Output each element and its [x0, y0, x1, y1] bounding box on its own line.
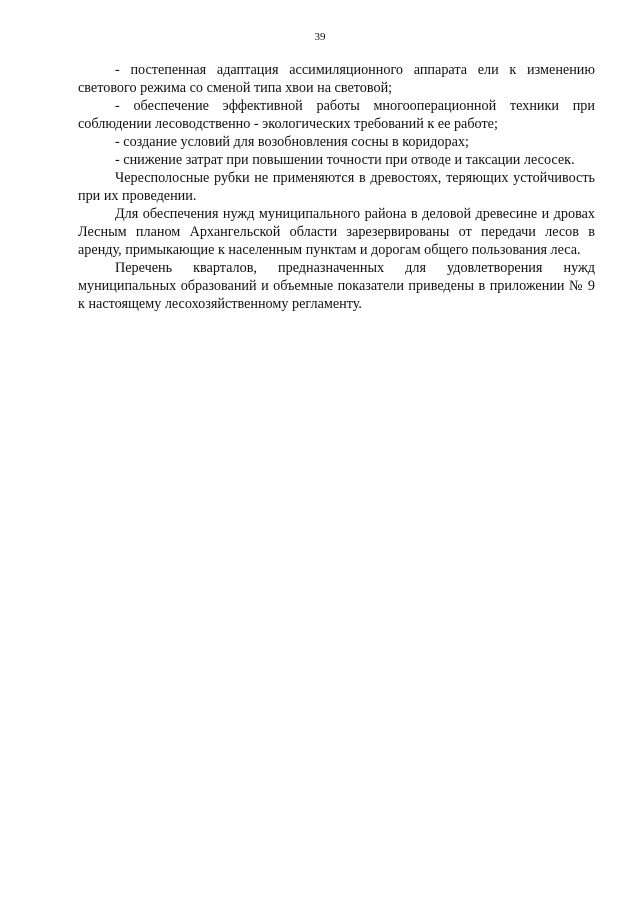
document-body [78, 61, 595, 313]
paragraph-quarters-list: Перечень кварталов, предназначенных для удовлетворения нужд муниципальных образований и объемные показатели приведены в приложении № 9 к настоящему лесохозяйственному регламенту. [78, 260, 595, 312]
bullet-needle-adaptation: - постепенная адаптация ассимиляционного аппарата ели к изменению светового режима со сменой типа хвои на световой; [78, 62, 595, 96]
page-number: 39 [314, 31, 326, 43]
bullet-cost-reduction: - снижение затрат при повышении точности при отводе и таксации лесосек. [115, 152, 575, 168]
paragraph-municipal-needs: Для обеспечения нужд муниципального района в деловой древесине и дровах Лесным планом Архангельской области зарезервированы от передачи лесов в аренду, примыкающие к населенным пунктам и дорогам общего пользования леса. [78, 206, 595, 258]
bullet-pine-regeneration: - создание условий для возобновления сосны в коридорах; [115, 134, 469, 150]
paragraph-strip-cutting: Чересполосные рубки не применяются в древостоях, теряющих устойчивость при их проведении. [78, 170, 595, 204]
bullet-machinery-efficiency: - обеспечение эффективной работы многооперационной техники при соблюдении лесоводственно - экологических требований к ее работе; [78, 98, 595, 132]
